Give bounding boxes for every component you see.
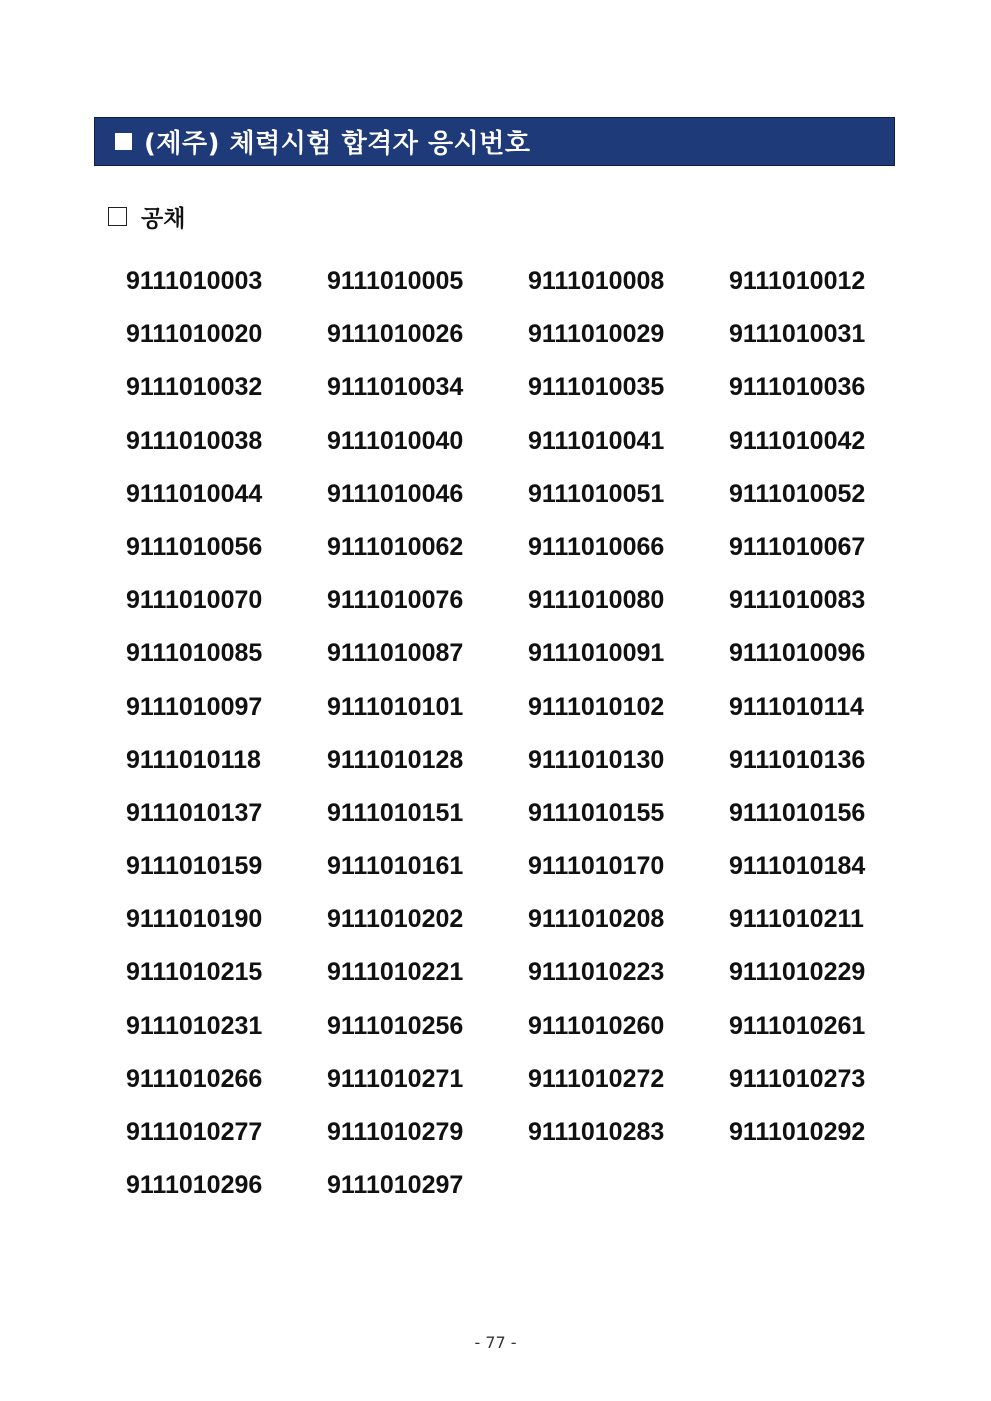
applicant-number: 9111010170 <box>528 852 665 881</box>
applicant-number: 9111010229 <box>729 958 866 987</box>
applicant-number: 9111010136 <box>729 745 866 774</box>
applicant-number: 9111010231 <box>126 1011 263 1040</box>
applicant-number: 9111010087 <box>327 639 464 668</box>
applicant-number: 9111010038 <box>126 426 263 455</box>
applicant-number: 9111010056 <box>126 532 263 561</box>
applicant-number: 9111010052 <box>729 479 866 508</box>
applicant-number: 9111010102 <box>528 692 665 721</box>
applicant-number: 9111010156 <box>729 798 866 827</box>
applicant-number: 9111010076 <box>327 586 464 615</box>
applicant-number: 9111010215 <box>126 958 263 987</box>
applicant-number: 9111010029 <box>528 320 665 349</box>
applicant-number: 9111010184 <box>729 852 866 881</box>
applicant-number: 9111010128 <box>327 745 464 774</box>
applicant-number: 9111010277 <box>126 1118 263 1146</box>
empty-square-icon <box>108 207 127 226</box>
applicant-number: 9111010041 <box>528 426 665 455</box>
applicant-number: 9111010283 <box>528 1118 665 1146</box>
applicant-number: 9111010066 <box>528 532 665 561</box>
applicant-number: 9111010035 <box>528 373 665 402</box>
applicant-number: 9111010070 <box>126 586 263 615</box>
applicant-number: 9111010031 <box>729 320 866 349</box>
applicant-number: 9111010005 <box>327 267 464 295</box>
applicant-number: 9111010271 <box>327 1064 464 1093</box>
applicant-number: 9111010161 <box>327 852 464 881</box>
applicant-number: 9111010297 <box>327 1171 464 1200</box>
applicant-number: 9111010034 <box>327 373 464 402</box>
page-title-bar <box>94 117 895 166</box>
applicant-number: 9111010208 <box>528 905 665 934</box>
applicant-number: 9111010114 <box>729 692 864 721</box>
applicant-number: 9111010272 <box>528 1064 665 1093</box>
applicant-number: 9111010260 <box>528 1011 665 1040</box>
applicant-number: 9111010040 <box>327 426 464 455</box>
page-title: (제주) 체력시험 합격자 응시번호 <box>144 129 531 159</box>
applicant-number: 9111010083 <box>729 586 866 615</box>
applicant-number: 9111010279 <box>327 1118 464 1146</box>
applicant-number: 9111010273 <box>729 1064 866 1093</box>
applicant-number: 9111010155 <box>528 798 665 827</box>
applicant-number: 9111010296 <box>126 1171 263 1200</box>
page-number: - 77 - <box>474 1333 517 1352</box>
applicant-number: 9111010190 <box>126 905 263 934</box>
applicant-number: 9111010067 <box>729 532 866 561</box>
applicant-number: 9111010266 <box>126 1064 263 1093</box>
applicant-number-grid <box>126 261 886 1218</box>
applicant-number: 9111010137 <box>126 798 263 827</box>
applicant-number: 9111010008 <box>528 267 665 295</box>
applicant-number: 9111010036 <box>729 373 866 402</box>
applicant-number: 9111010211 <box>729 905 864 934</box>
applicant-number: 9111010042 <box>729 426 866 455</box>
applicant-number: 9111010062 <box>327 532 464 561</box>
applicant-number: 9111010091 <box>528 639 665 668</box>
section-heading <box>108 200 185 233</box>
applicant-number: 9111010221 <box>327 958 464 987</box>
applicant-number: 9111010151 <box>327 798 464 827</box>
applicant-number: 9111010020 <box>126 320 263 349</box>
applicant-number: 9111010130 <box>528 745 665 774</box>
applicant-number: 9111010085 <box>126 639 263 668</box>
applicant-number: 9111010292 <box>729 1118 866 1146</box>
applicant-number: 9111010080 <box>528 586 665 615</box>
applicant-number: 9111010051 <box>528 479 665 508</box>
applicant-number: 9111010256 <box>327 1011 464 1040</box>
section-label: 공채 <box>141 206 186 232</box>
applicant-number: 9111010101 <box>327 692 464 721</box>
applicant-number: 9111010026 <box>327 320 464 349</box>
applicant-number: 9111010032 <box>126 373 263 402</box>
applicant-number: 9111010003 <box>126 267 263 295</box>
applicant-number: 9111010012 <box>729 267 866 295</box>
applicant-number: 9111010097 <box>126 692 263 721</box>
applicant-number: 9111010202 <box>327 905 464 934</box>
applicant-number: 9111010046 <box>327 479 464 508</box>
applicant-number: 9111010096 <box>729 639 866 668</box>
applicant-number: 9111010223 <box>528 958 665 987</box>
applicant-number: 9111010118 <box>126 745 261 774</box>
applicant-number: 9111010159 <box>126 852 263 881</box>
applicant-number: 9111010261 <box>729 1011 866 1040</box>
filled-square-icon <box>115 133 132 150</box>
applicant-number: 9111010044 <box>126 479 263 508</box>
